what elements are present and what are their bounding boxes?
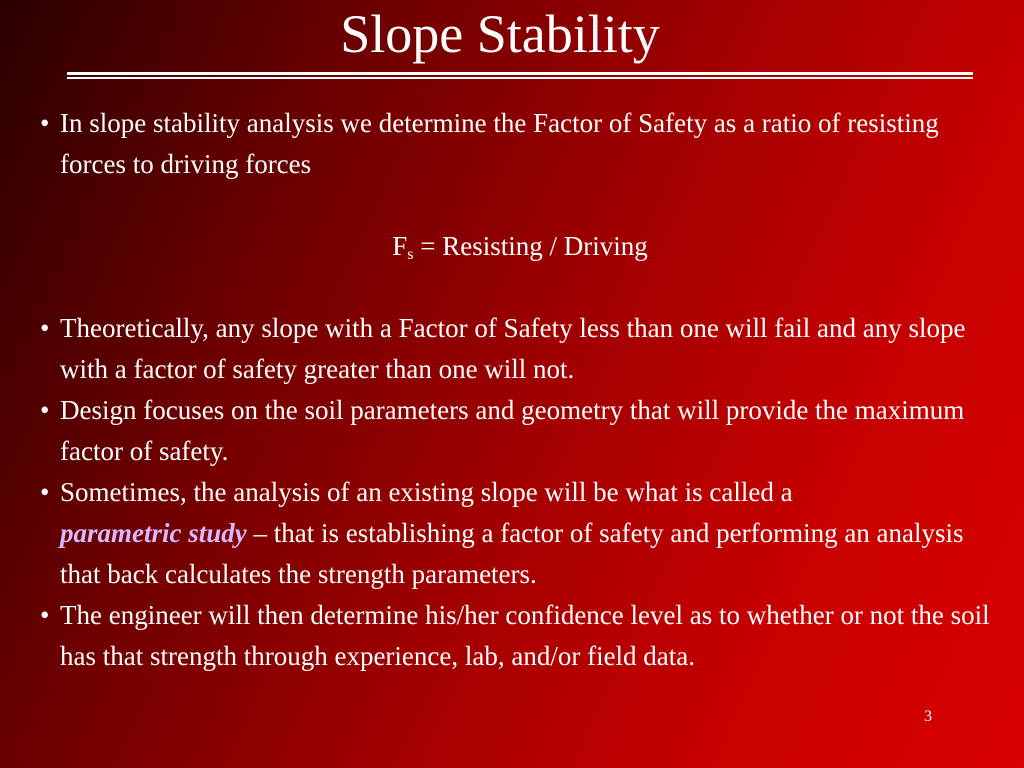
formula-expression: = Resisting / Driving [413,231,648,261]
slide-body [40,103,1000,677]
divider-line-thick [67,72,973,75]
bullet-text-after: – that is establishing a factor of safety and performing an analysis that back calculates the strength parameters. [60,518,964,589]
bullet-text: Design focuses on the soil parameters and geometry that will provide the maximum factor of safety. [60,395,965,466]
divider-line-thin [67,77,973,79]
bullet-marker: • [40,477,50,507]
bullet-text-before: Sometimes, the analysis of an existing slope will be what is called a [60,477,793,507]
factor-of-safety-formula [40,226,1000,267]
bullet-parametric-study [40,472,1000,595]
bullet-text: Theoretically, any slope with a Factor of Safety less than one will fail and any slope with a factor of safety greater than one will not. [60,313,966,384]
bullet-design [40,390,1000,472]
bullet-engineer-confidence [40,595,1000,677]
parametric-study-term: parametric study [60,518,247,548]
bullet-text: The engineer will then determine his/her confidence level as to whether or not the soil has that strength through experience, lab, and/or field data. [60,600,990,671]
formula-subscript: s [407,246,414,263]
title-divider [67,72,973,79]
bullet-marker: • [40,395,50,425]
bullet-marker: • [40,600,50,630]
slide-title: Slope Stability [340,4,660,64]
bullet-text: In slope stability analysis we determine the Factor of Safety as a ratio of resisting forces to driving forces [60,108,939,179]
bullet-marker: • [40,313,50,343]
formula-symbol: F [392,231,408,261]
bullet-theory [40,308,1000,390]
bullet-fs-definition [40,103,1000,185]
slide-page-number: 3 [924,708,932,725]
bullet-marker: • [40,108,50,138]
